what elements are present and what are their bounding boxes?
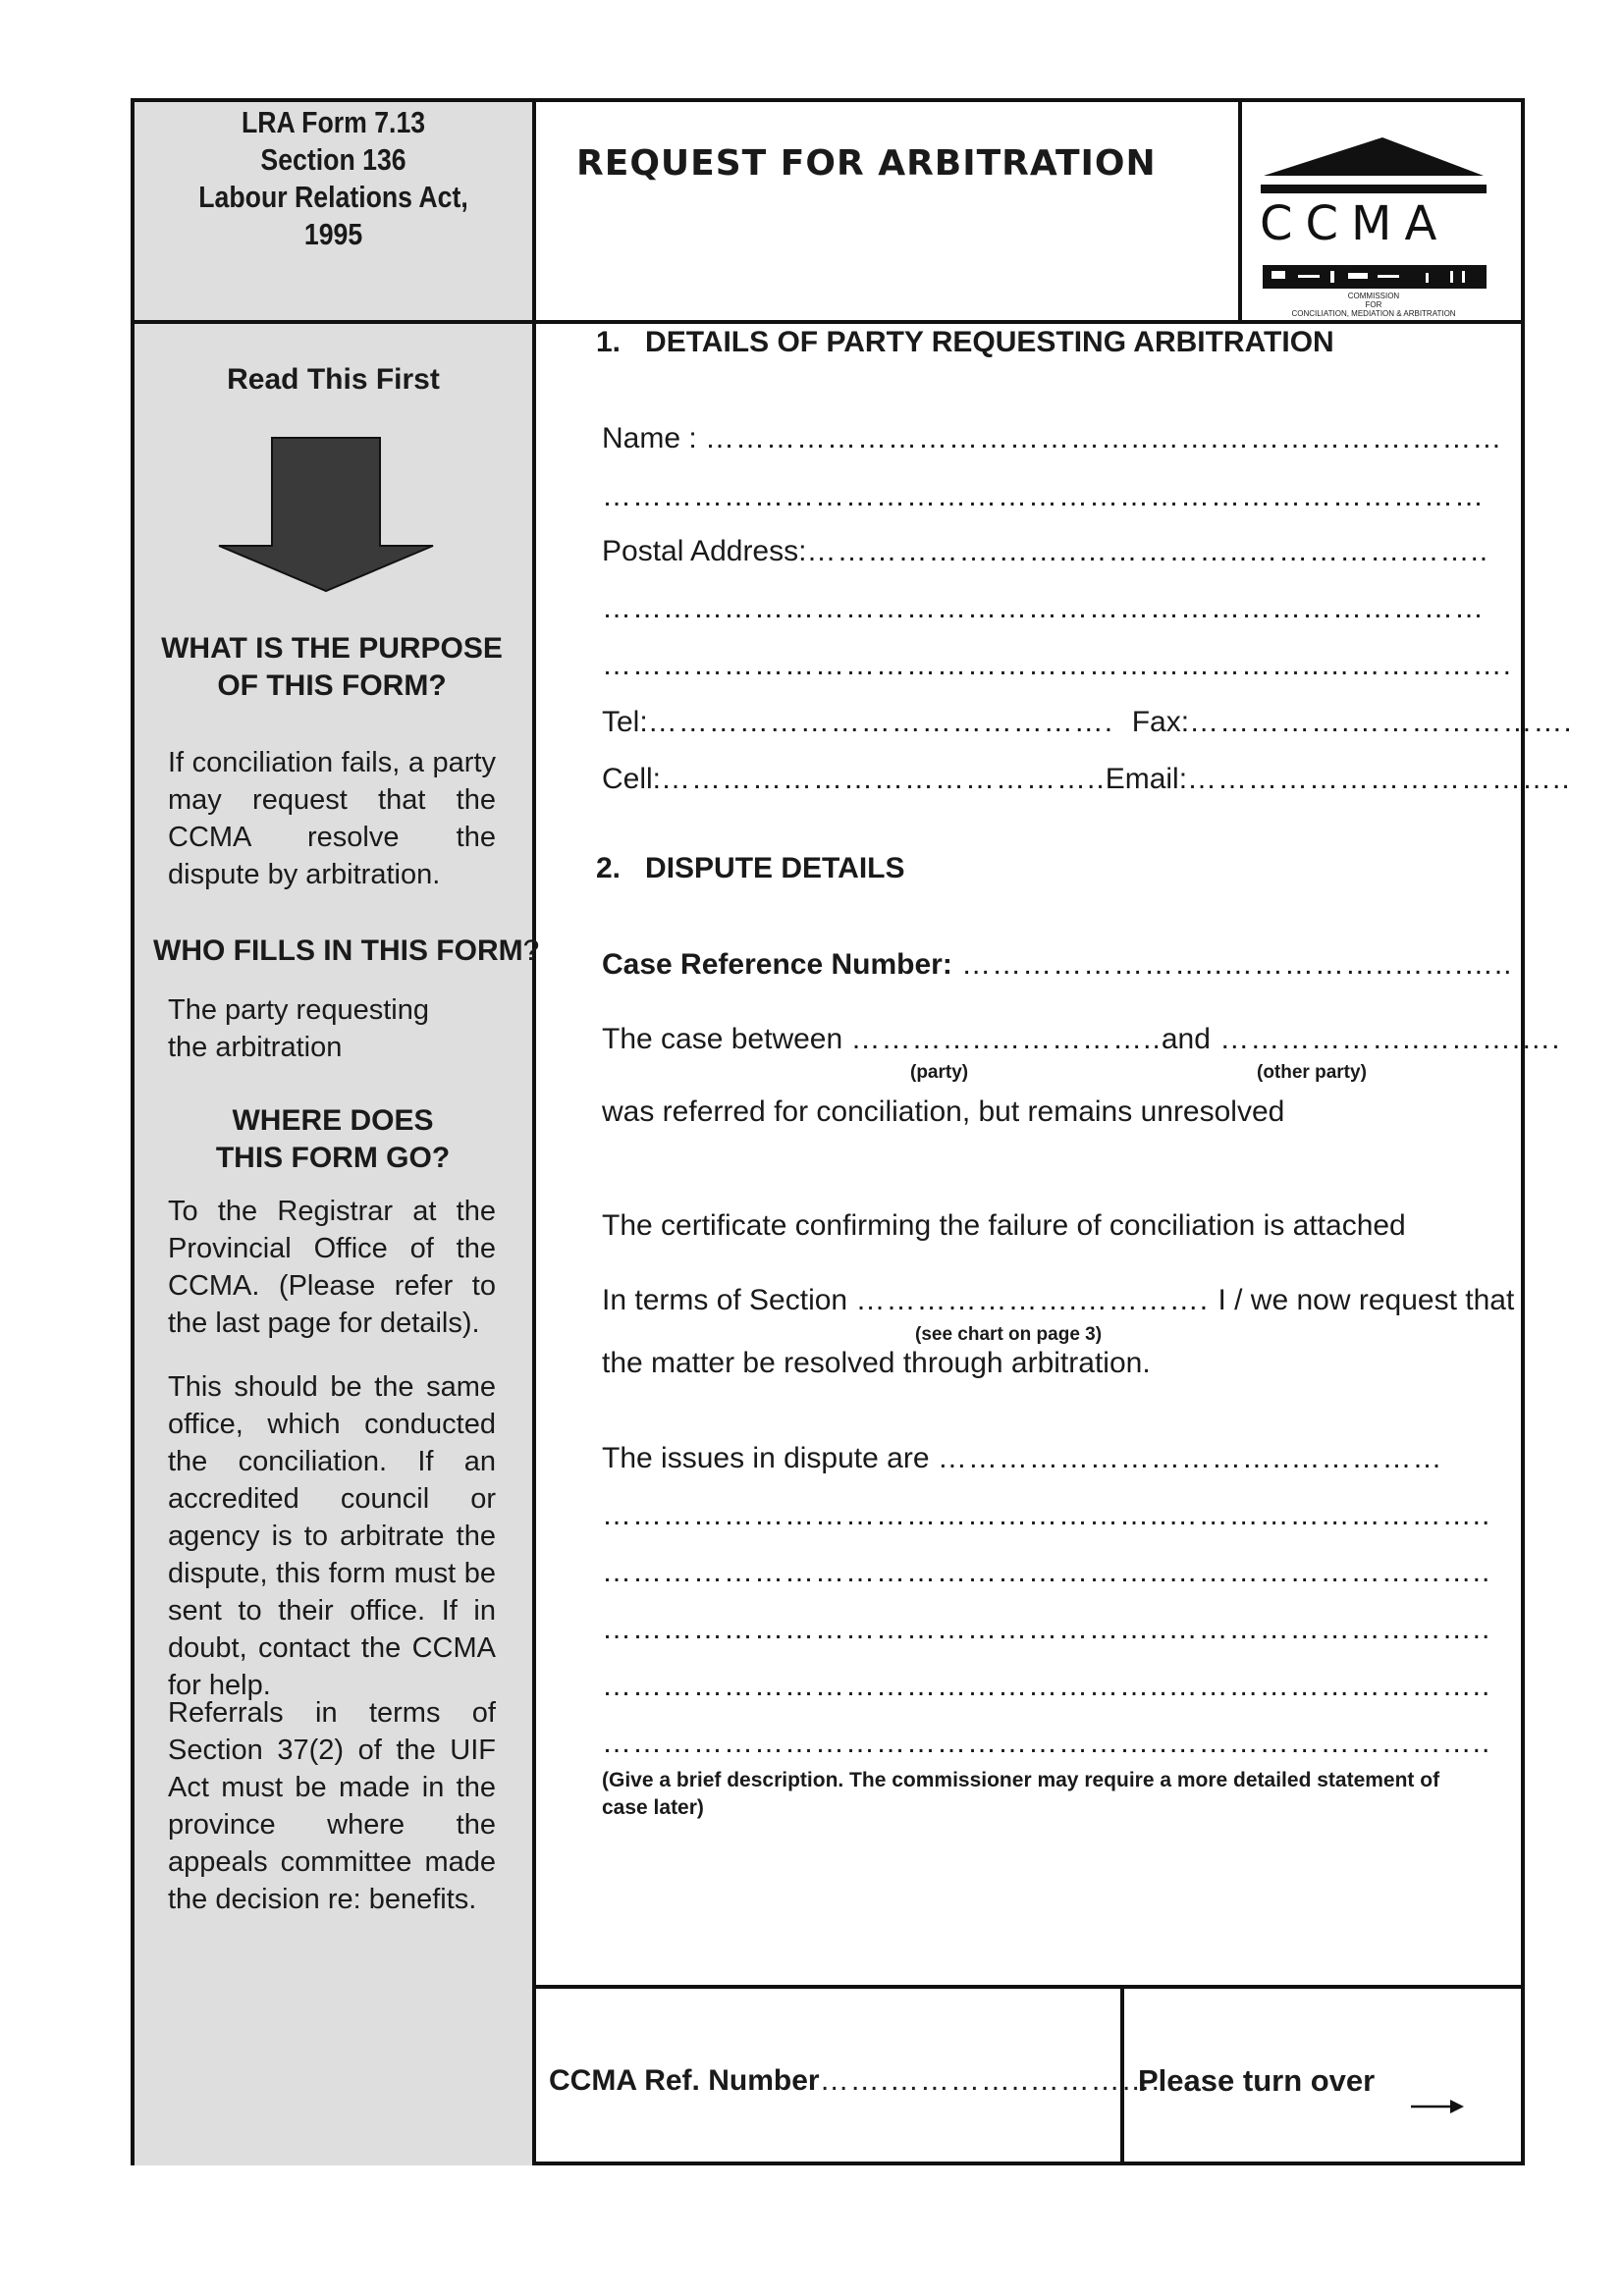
form-act: Labour Relations Act, [198,180,468,214]
section-label: In terms of Section [602,1284,856,1316]
other-party-field[interactable]: ………………..……….…. [1210,1023,1561,1055]
turn-over-label: Please turn over [1138,2063,1376,2098]
footer-divider [534,1985,1521,1989]
case-ref-dots: ……………………..……………..…….….. [951,948,1513,981]
referred-text: was referred for conciliation, but remains unresolved [602,1095,1285,1128]
logo-acronym: CCMA [1260,196,1450,251]
issue-line[interactable]: ………………………………………………..………………………….. [602,1613,1491,1645]
postal-line-3[interactable]: ……………………………………………………………..………………. [602,649,1513,681]
fax-field[interactable] [1132,706,1573,738]
email-label: Email: [1105,763,1188,795]
section1-heading: 1. DETAILS OF PARTY REQUESTING ARBITRATION [596,326,1334,358]
logo-divider [1238,102,1242,322]
issues-field[interactable] [602,1440,1471,1477]
issue-line[interactable]: ………………………………………………..………………………….. [602,1556,1491,1588]
postal-line-2[interactable]: …………………………………………………………………………… [602,592,1485,624]
cell-field[interactable] [602,763,1106,795]
chart-caption: (see chart on page 3) [915,1324,1103,1345]
postal-dots: ……………….……..……………..…………….…….. [806,535,1489,567]
issue-line[interactable]: ………………………………………………..………………………….. [602,1727,1491,1759]
who-heading-mark: ? [522,934,540,967]
section-row [602,1282,1515,1319]
logo-subtitle [1244,292,1503,318]
cell-dots: …………………………………….. [661,763,1106,795]
section2-heading: 2. DISPUTE DETAILS [596,852,905,884]
down-arrow-icon [219,438,445,595]
ref-label: CCMA Ref. Number [549,2064,820,2097]
logo-subtitle-line: COMMISSION [1347,292,1400,300]
form-id [135,104,532,253]
brief-note: (Give a brief description. The commissioner may require a more detailed statement of case later) [602,1769,1440,1819]
logo-subtitle-line: CONCILIATION, MEDIATION & ARBITRATION [1291,309,1456,318]
header-divider [135,320,1521,324]
right-arrow-icon [1411,2097,1466,2116]
section-number-field[interactable]: ………………….…………. [855,1284,1218,1316]
issues-label: The issues in dispute are [602,1442,938,1474]
page-title: REQUEST FOR ARBITRATION [576,143,1157,184]
where-text-2: This should be the same office, which conducted the conciliation. If an accredited council or agency is to arbitrate the dispute, this form must be sent to their office. If in doubt, contact the CCMA for help. [168,1371,496,1701]
issue-line[interactable]: ………………………………………………..………………………….. [602,1670,1491,1702]
case-reference-field[interactable] [602,946,1513,984]
form-section: Section 136 [260,142,406,177]
who-text: The party requesting the arbitration [168,994,429,1063]
party-field[interactable]: …………..…………….. [850,1023,1162,1055]
fax-dots: …………….…………………. [1189,706,1573,738]
certificate-text: The certificate confirming the failure of conciliation is attached [602,1209,1406,1242]
form-year: 1995 [303,217,363,251]
read-first-heading: Read This First [227,363,440,396]
issues-dots: ……………………………..…………… [937,1442,1443,1474]
purpose-heading: WHAT IS THE PURPOSE OF THIS FORM? [161,632,503,702]
case-ref-label: Case Reference Number: [602,948,952,981]
email-dots: ……………………………….. [1187,763,1571,795]
issue-line[interactable]: ………………………………………………..………………………….. [602,1499,1491,1531]
tel-field[interactable] [602,706,1132,738]
between-label: The case between [602,1023,851,1055]
name-label: Name : [602,422,706,454]
tel-fax-row [602,704,1573,741]
ref-dots: …….…………..…………. [819,2064,1161,2097]
name-line-2[interactable]: …………………………………………………………………………… [602,480,1485,512]
where-text-3: Referrals in terms of Section 37(2) of the UIF Act must be made in the province where the appeals committee made the decision re: benefits. [168,1697,496,1915]
where-heading: WHERE DOES THIS FORM GO? [215,1104,451,1174]
form-number: LRA Form 7.13 [241,105,426,139]
cell-email-row [602,761,1571,798]
and-label: and [1161,1023,1211,1055]
logo-subtitle-line: FOR [1365,300,1382,309]
postal-label: Postal Address: [602,535,807,567]
name-field[interactable] [602,420,1503,457]
request-text: I / we now request that [1217,1284,1515,1316]
tel-dots: ………………………………………. [647,706,1132,738]
case-between-row [602,1021,1561,1058]
postal-address-field[interactable] [602,533,1489,570]
fax-label: Fax: [1131,706,1190,738]
cell-label: Cell: [602,763,662,795]
name-dots: ……………………………………..…….……………….……… [705,422,1503,454]
ccma-logo [1244,102,1521,320]
party-caption: (party) [910,1062,969,1083]
ccma-ref-field[interactable] [549,2062,1161,2100]
who-heading [153,933,540,970]
who-heading-text: WHO FILLS IN THIS FORM [153,934,523,967]
email-field[interactable] [1106,763,1571,795]
other-party-caption: (other party) [1257,1062,1367,1083]
sidebar-divider [532,102,536,2165]
form-frame [131,98,1573,2165]
where-text-1: To the Registrar at the Provincial Office of the CCMA. (Please refer to the last page for details). [168,1196,496,1339]
resolved-text: the matter be resolved through arbitration. [602,1347,1151,1379]
tel-label: Tel: [602,706,648,738]
purpose-text: If conciliation fails, a party may request that the CCMA resolve the dispute by arbitration. [168,747,496,890]
